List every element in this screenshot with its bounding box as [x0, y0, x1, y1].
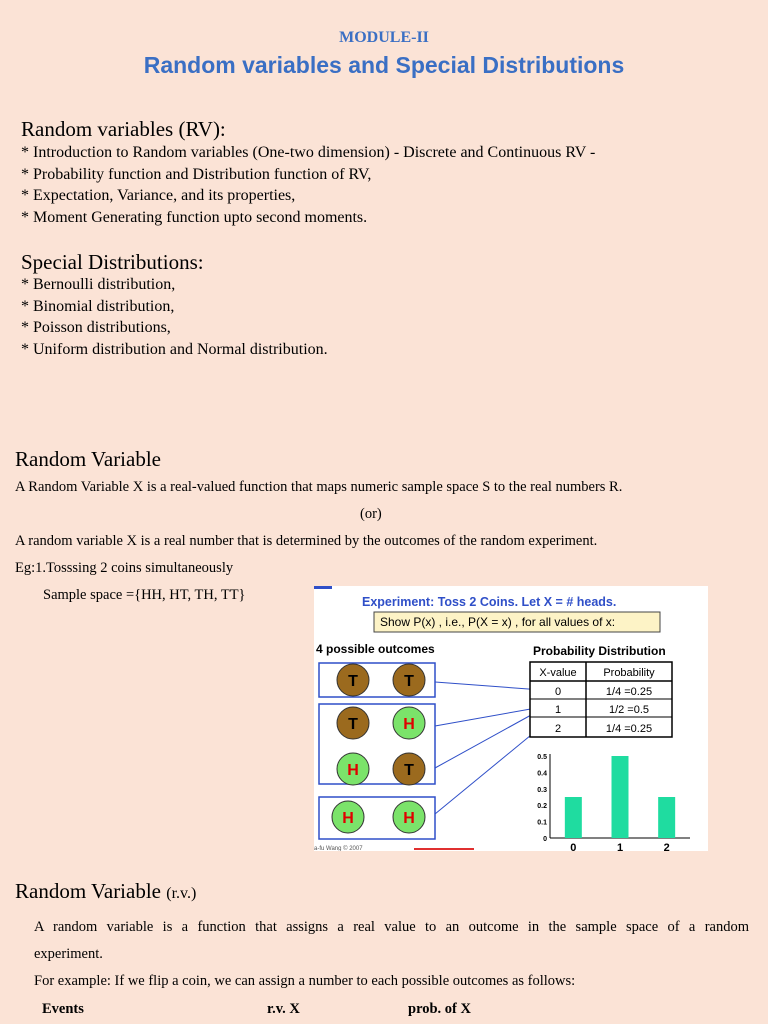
experiment-text: Experiment: Toss 2 Coins. Let X = # heads.: [362, 595, 617, 609]
coin-label: H: [403, 716, 415, 733]
list-item: * Expectation, Variance, and its properties,: [21, 187, 296, 204]
column-prob: prob. of X: [408, 1001, 471, 1017]
page-title: Random variables and Special Distributions: [143, 52, 625, 78]
list-item: * Introduction to Random variables (One-two dimension) - Discrete and Continuous RV -: [21, 144, 596, 161]
special-heading: Special Distributions:: [21, 250, 204, 274]
list-item: * Bernoulli distribution,: [21, 276, 176, 293]
definition-1: A Random Variable X is a real-valued function that maps numeric sample space S to the real numbers R.: [15, 479, 623, 495]
coin-label: T: [348, 716, 358, 733]
coin-label: H: [347, 762, 359, 779]
rv2-paragraph-line2: experiment.: [34, 946, 103, 962]
y-tick-label: 0.3: [537, 786, 547, 794]
coin-label: T: [348, 673, 358, 690]
rv2-example: For example: If we flip a coin, we can assign a number to each possible outcomes as follows:: [34, 973, 576, 989]
list-item: * Uniform distribution and Normal distribution.: [21, 340, 328, 358]
list-item: * Moment Generating function upto second moments.: [21, 208, 368, 226]
coin-label: T: [404, 673, 414, 690]
y-tick-label: 0.5: [537, 754, 547, 761]
random-variable-heading: Random Variable: [15, 447, 161, 471]
coin-label: H: [342, 810, 354, 827]
or-text: (or): [360, 506, 382, 522]
distribution-title: Probability Distribution: [533, 644, 666, 658]
rv2-paragraph-line1: A random variable is a function that assigns a real value to an outcome in the sample space of a random: [34, 919, 749, 935]
rv-list: [21, 142, 595, 228]
show-text: Show P(x) , i.e., P(X = x) , for all values of x:: [380, 615, 616, 629]
column-events: Events: [42, 1001, 84, 1017]
coin-toss-figure: [314, 586, 708, 851]
y-tick-label: 0.1: [537, 819, 547, 827]
table-cell: 0: [554, 686, 562, 698]
probability-table: [530, 662, 672, 737]
module-label: MODULE-II: [339, 29, 429, 46]
coin-label: H: [403, 810, 415, 827]
y-tick-label: 0.4: [537, 770, 547, 778]
x-tick-label: 0: [570, 842, 577, 851]
table-cell: 1/4 =0.25: [605, 686, 653, 698]
list-item: * Binomial distribution,: [21, 297, 175, 315]
table-cell: 1/2 =0.5: [608, 704, 650, 716]
table-header: X-value: [539, 667, 577, 679]
list-item: * Probability function and Distribution function of RV,: [21, 165, 372, 183]
y-tick-label: 0.2: [537, 803, 547, 811]
rv2-heading: [15, 879, 196, 904]
rv-heading: Random variables (RV):: [21, 117, 226, 141]
coin-label: T: [404, 762, 414, 779]
svg-text:a-fu Wang © 2007: a-fu Wang © 2007: [314, 846, 363, 851]
rv2-heading-text: Random Variable: [15, 879, 161, 903]
bar: [565, 797, 582, 838]
sample-space: Sample space ={HH, HT, TH, TT}: [43, 587, 246, 603]
special-list: [21, 274, 328, 360]
table-cell: 2: [554, 723, 562, 735]
definition-2: A random variable X is a real number that is determined by the outcomes of the random experiment.: [15, 533, 598, 549]
x-tick-label: 2: [663, 842, 670, 851]
list-item: * Poisson distributions,: [21, 319, 171, 336]
bar: [658, 797, 675, 838]
table-header: Probability: [603, 667, 655, 679]
outcomes-title: 4 possible outcomes: [316, 642, 435, 656]
table-cell: 1: [554, 704, 562, 716]
example-text: Eg:1.Tosssing 2 coins simultaneously: [15, 560, 234, 576]
bar: [612, 756, 629, 838]
table-cell: 1/4 =0.25: [605, 723, 653, 735]
x-tick-label: 1: [616, 842, 624, 851]
rv2-heading-suffix: (r.v.): [166, 885, 197, 902]
column-rv: r.v. X: [267, 1001, 300, 1017]
y-tick-label: 0: [543, 836, 547, 843]
